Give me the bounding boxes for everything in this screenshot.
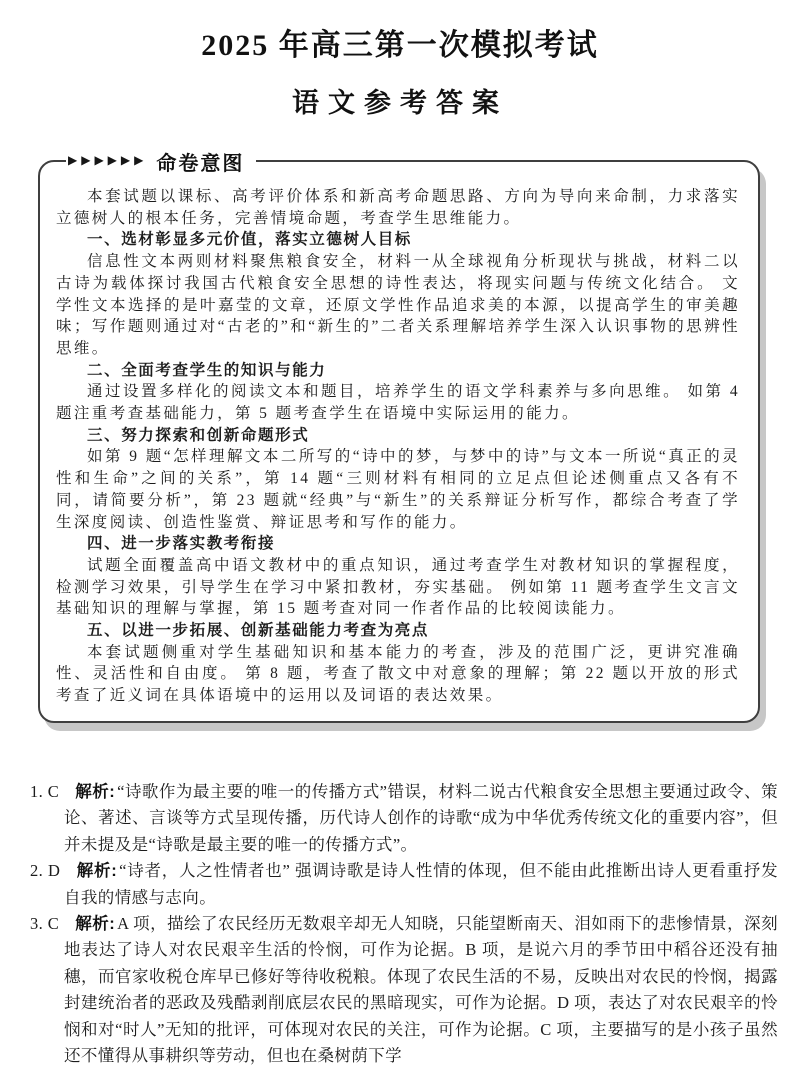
analysis-text: “诗者，人之性情者也” 强调诗歌是诗人性情的体现，但不能由此推断出诗人更看重抒发自我的情感与志向。 (64, 861, 778, 907)
right-arrows-icon: ▶▶▶▶▶▶ (68, 153, 148, 167)
intent-section-heading: 四、进一步落实教考衔接 (87, 535, 276, 553)
exam-intent-box (38, 152, 760, 723)
intent-paragraph: 本套试题侧重对学生基础知识和基本能力的考查，涉及的范围广泛，更讲究准确性、灵活性和自由度。 第 8 题，考查了散文中对意象的理解；第 22 题以开放的形式考查了近义词在具体语境中的运用以及词语的表达效果。 (56, 643, 740, 705)
answer-number-and-choice: 1. C (30, 781, 60, 801)
intent-box-title: 命卷意图 (156, 152, 245, 175)
analysis-text: A 项，描绘了农民经历无数艰辛却无人知晓，只能望断南天、泪如雨下的悲惨情景，深刻地表达了诗人对农民艰辛生活的怜悯，可作为论据。B 项，是说六月的季节田中稻谷还没有抽穗，而官家收税仓库早已修好等待收税粮。体现了农民生活的不易，反映出对农民的怜悯，揭露封建统治者的恶政及残酷剥削底层农民的黑暗现实，可作为论据。D 项，表达了对农民艰辛的怜悯和对“时人”无知的批评，可体现对农民的关注，可作为论据。C 项，主要描写的是小孩子虽然还不懂得从事耕织等劳动，但也在桑树荫下学 (64, 913, 778, 1065)
answer-item (30, 779, 778, 858)
answer-item (30, 858, 778, 911)
answer-item (30, 911, 778, 1069)
page-subtitle: 语文参考答案 (292, 88, 508, 118)
answer-number-and-choice: 3. C (30, 913, 60, 933)
intent-paragraph: 如第 9 题“怎样理解文本二所写的“诗中的梦，与梦中的诗”与文本一所说“真正的灵性和生命”之间的关系”，第 14 题“三则材料有相同的立足点但论述侧重点又各有不同，请简要分析”，第 23 题就“经典”与“新生”的关系辩证分析写作，都综合考查了学生深度阅读、创造性鉴赏、辩证思考和写作的能力。 (56, 448, 740, 531)
page-title: 2025 年高三第一次模拟考试 (201, 29, 599, 62)
analysis-label: 解析: (75, 782, 116, 801)
answer-number-and-choice: 2. D (30, 861, 61, 881)
intent-section-heading: 三、努力探索和创新命题形式 (87, 426, 310, 444)
exam-answer-page (0, 20, 800, 1074)
intent-paragraph: 试题全面覆盖高中语文教材中的重点知识，通过考查学生对教材知识的掌握程度，检测学习效果，引导学生在学习中紧扣教材，夯实基础。 例如第 11 题考查学生文言文基础知识的理解与掌握，第 15 题考查对同一作者作品的比较阅读能力。 (56, 556, 740, 618)
intent-paragraph: 信息性文本两则材料聚焦粮食安全，材料一从全球视角分析现状与挑战，材料二以古诗为载体探讨我国古代粮食安全思想的诗性表达，将现实问题与传统文化结合。 文学性文本选择的是叶嘉莹的文章，还原文学性作品追求美的本源，以提高学生的审美趣味；写作题则通过对“古老的”和“新生的”二者关系理解培养学生深入认识事物的思辨性思维。 (56, 253, 740, 357)
intent-section-heading: 二、全面考查学生的知识与能力 (87, 361, 327, 379)
intent-paragraph: 通过设置多样化的阅读文本和题目，培养学生的语文学科素养与多向思维。 如第 4 题注重考查基础能力，第 5 题考查学生在语境中实际运用的能力。 (56, 383, 740, 423)
intent-paragraphs (56, 186, 740, 707)
analysis-text: “诗歌作为最主要的唯一的传播方式”错误，材料二说古代粮食安全思想主要通过政令、策论、著述、言谈等方式呈现传播，历代诗人创作的诗歌“成为中华优秀传统文化的重要内容”，但并未提及是“诗歌是最主要的唯一的传播方式”。 (64, 781, 778, 854)
intent-box-header (66, 147, 256, 175)
intent-section-heading: 五、以进一步拓展、创新基础能力考查为亮点 (87, 622, 430, 640)
answers-list (30, 779, 778, 1069)
intent-paragraph: 本套试题以课标、高考评价体系和新高考命题思路、方向为导向来命制，力求落实立德树人的根本任务，完善情境命题，考查学生思维能力。 (56, 188, 740, 227)
intent-section-heading: 一、选材彰显多元价值，落实立德树人目标 (87, 231, 412, 249)
analysis-label: 解析: (75, 914, 116, 933)
analysis-label: 解析: (76, 862, 118, 881)
